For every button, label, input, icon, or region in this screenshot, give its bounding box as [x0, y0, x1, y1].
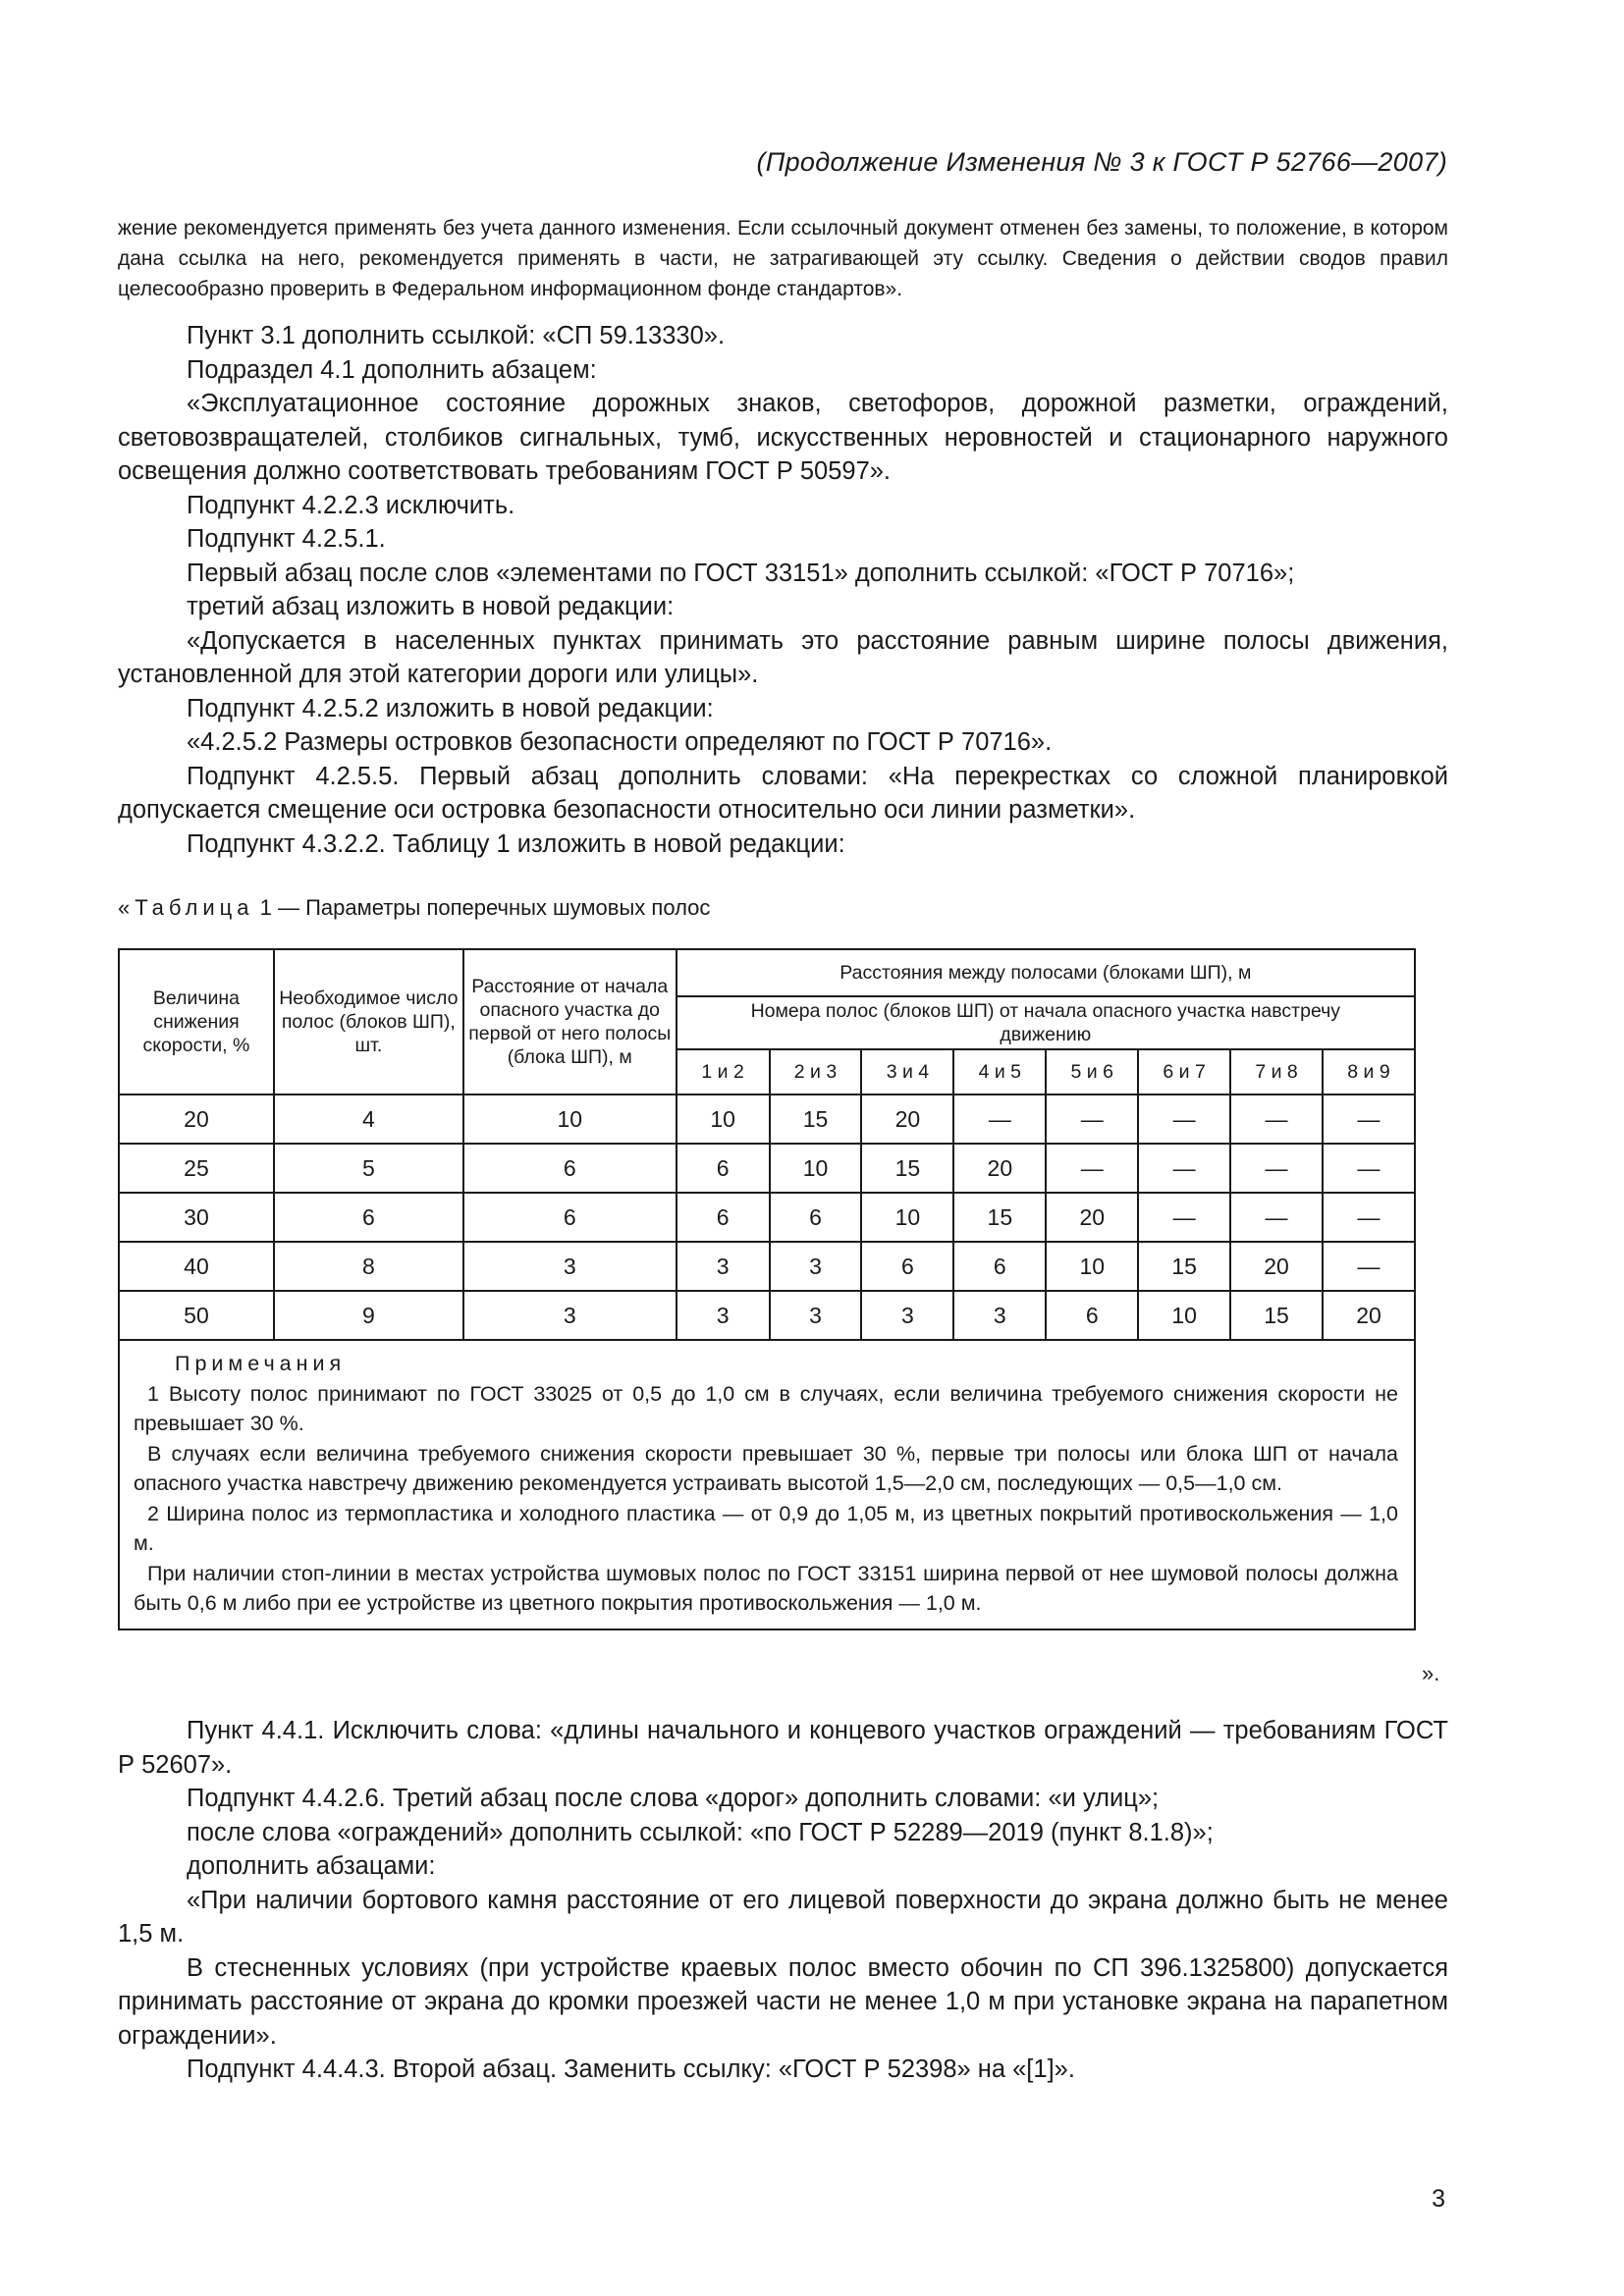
header-speed-reduction: Величина снижения скорости, %	[119, 949, 274, 1095]
note-item: В случаях если величина требуемого снижения скорости превышает 30 %, первые три полосы или блока ШП от начала опасного участка навстречу движению рекомендуется устраивать высотой 1,5—2,0 см, последующих — 0,5—1,0 см.	[134, 1441, 1398, 1495]
table-cell: 3	[770, 1242, 862, 1291]
table-cell: 3	[463, 1242, 677, 1291]
header-pair: 7 и 8	[1230, 1049, 1323, 1095]
table-cell: —	[1323, 1095, 1415, 1144]
table-row	[119, 1291, 1415, 1340]
table-caption	[118, 895, 710, 921]
table-cell: 25	[119, 1144, 274, 1193]
table-cell: —	[1323, 1242, 1415, 1291]
table-cell: 15	[1138, 1242, 1230, 1291]
table-cell: 6	[861, 1242, 953, 1291]
table-cell: —	[1230, 1193, 1323, 1242]
table-cell: 20	[1323, 1291, 1415, 1340]
table-cell: 10	[861, 1193, 953, 1242]
page-number: 3	[1432, 2185, 1445, 2213]
table-cell: 4	[274, 1095, 463, 1144]
notes-list	[134, 1379, 1398, 1619]
table-caption-prefix: «Таблица	[118, 895, 254, 920]
notes-title: Примечания	[175, 1352, 347, 1375]
table-cell: —	[1323, 1144, 1415, 1193]
table-cell: 3	[677, 1242, 770, 1291]
paragraph: третий абзац изложить в новой редакции:	[187, 593, 675, 620]
header-pair: 3 и 4	[861, 1049, 953, 1095]
header-distances-group: Расстояния между полосами (блоками ШП), м	[677, 949, 1415, 996]
table-cell: 10	[677, 1095, 770, 1144]
table-cell: 40	[119, 1242, 274, 1291]
table-cell: 50	[119, 1291, 274, 1340]
paragraph: «При наличии бортового камня расстояние от его лицевой поверхности до экрана должно быть не менее 1,5 м.	[118, 1886, 1448, 1948]
table-body	[119, 1095, 1415, 1340]
table-cell: 6	[463, 1193, 677, 1242]
running-header: (Продолжение Изменения № 3 к ГОСТ Р 52766—2007)	[756, 147, 1447, 177]
table-cell: —	[1230, 1144, 1323, 1193]
table-cell: —	[1138, 1144, 1230, 1193]
table-cell: —	[1323, 1193, 1415, 1242]
paragraph: Подпункт 4.2.5.5. Первый абзац дополнить словами: «На перекрестках со сложной планировкой допускается смещение оси островка безопасности относительно оси линии разметки».	[118, 762, 1448, 824]
table-cell: —	[1138, 1193, 1230, 1242]
table-cell: 3	[677, 1291, 770, 1340]
table-cell: —	[953, 1095, 1046, 1144]
table-cell: 3	[861, 1291, 953, 1340]
table-cell: 10	[463, 1095, 677, 1144]
table-notes	[119, 1340, 1415, 1629]
paragraph: «Эксплуатационное состояние дорожных знаков, светофоров, дорожной разметки, ограждений, световозвращателей, столбиков сигнальных, тумб, искусственных неровностей и стационарного наружного освещения должно соответствовать требованиям ГОСТ Р 50597».	[118, 390, 1448, 485]
table-cell: 6	[463, 1144, 677, 1193]
table-cell: —	[1138, 1095, 1230, 1144]
paragraph: дополнить абзацами:	[187, 1852, 436, 1880]
table-cell: 15	[953, 1193, 1046, 1242]
table-cell: 15	[1230, 1291, 1323, 1340]
table-cell: 3	[770, 1291, 862, 1340]
paragraph: Подпункт 4.3.2.2. Таблицу 1 изложить в новой редакции:	[187, 829, 845, 858]
table-cell: 20	[953, 1144, 1046, 1193]
paragraph: «4.2.5.2 Размеры островков безопасности определяют по ГОСТ Р 70716».	[187, 728, 1053, 756]
table-row	[119, 1242, 1415, 1291]
paragraph: Подпункт 4.2.5.1.	[187, 525, 386, 553]
table-cell: 8	[274, 1242, 463, 1291]
table-cell: 10	[770, 1144, 862, 1193]
paragraph: Пункт 3.1 дополнить ссылкой: «СП 59.13330».	[187, 322, 726, 349]
header-pair: 4 и 5	[953, 1049, 1046, 1095]
table-cell: 3	[463, 1291, 677, 1340]
table-caption-text: 1 — Параметры поперечных шумовых полос	[253, 895, 711, 920]
paragraph: Пункт 4.4.1. Исключить слова: «длины начального и концевого участков ограждений — требованиям ГОСТ Р 52607».	[118, 1717, 1448, 1779]
table-cell: 9	[274, 1291, 463, 1340]
table-cell: 6	[953, 1242, 1046, 1291]
table-cell: 20	[119, 1095, 274, 1144]
header-pair: 2 и 3	[770, 1049, 862, 1095]
paragraph: Подпункт 4.2.2.3 исключить.	[187, 491, 515, 519]
table-cell: 6	[1046, 1291, 1138, 1340]
table-closing-mark: ».	[1422, 1661, 1440, 1685]
table-row	[119, 1095, 1415, 1144]
paragraph: «Допускается в населенных пунктах принимать это расстояние равным ширине полосы движения, установленной для этой категории дороги или улицы».	[118, 626, 1448, 688]
table-cell: 15	[770, 1095, 862, 1144]
noise-strips-table	[118, 948, 1416, 1630]
paragraph: после слова «ограждений» дополнить ссылкой: «по ГОСТ Р 52289—2019 (пункт 8.1.8)»;	[187, 1818, 1214, 1846]
header-pair: 5 и 6	[1046, 1049, 1138, 1095]
table-cell: 10	[1138, 1291, 1230, 1340]
note-item: 1 Высоту полос принимают по ГОСТ 33025 от 0,5 до 1,0 см в случаях, если величина требуемого снижения скорости не превышает 30 %.	[134, 1381, 1398, 1435]
table-cell: 6	[770, 1193, 862, 1242]
table-cell: 20	[1046, 1193, 1138, 1242]
paragraph: Подпункт 4.4.4.3. Второй абзац. Заменить ссылку: «ГОСТ Р 52398» на «[1]».	[187, 2056, 1075, 2083]
table-cell: 5	[274, 1144, 463, 1193]
amendment-text-bottom	[118, 1714, 1448, 2087]
paragraph: Подраздел 4.1 дополнить абзацем:	[187, 355, 597, 384]
paragraph: Подпункт 4.2.5.2 изложить в новой редакции:	[187, 694, 714, 722]
table-cell: 20	[1230, 1242, 1323, 1291]
table-cell: 20	[861, 1095, 953, 1144]
header-pair: 6 и 7	[1138, 1049, 1230, 1095]
table-cell: 30	[119, 1193, 274, 1242]
table-cell: 3	[953, 1291, 1046, 1340]
note-item: При наличии стоп-линии в местах устройства шумовых полос по ГОСТ 33151 ширина первой от нее шумовой полосы должна быть 0,6 м либо при ее устройстве из цветного покрытия противоскольжения — 1,0 м.	[134, 1561, 1398, 1615]
table-row	[119, 1193, 1415, 1242]
table-cell: 15	[861, 1144, 953, 1193]
paragraph: Первый абзац после слов «элементами по ГОСТ 33151» дополнить ссылкой: «ГОСТ Р 70716»;	[187, 559, 1295, 587]
table-row	[119, 1144, 1415, 1193]
table-cell: 6	[677, 1144, 770, 1193]
paragraph: В стесненных условиях (при устройстве краевых полос вместо обочин по СП 396.1325800) допускается принимать расстояние от экрана до кромки проезжей части не менее 1,0 м при установке экрана на парапетном ограждении».	[118, 1953, 1448, 2050]
header-pair: 8 и 9	[1323, 1049, 1415, 1095]
table-cell: —	[1230, 1095, 1323, 1144]
table-cell: 10	[1046, 1242, 1138, 1291]
table-cell: 6	[274, 1193, 463, 1242]
header-strip-count: Необходимое число полос (блоков ШП), шт.	[274, 949, 463, 1095]
table-cell: —	[1046, 1095, 1138, 1144]
header-strip-numbers: Номера полос (блоков ШП) от начала опасного участка навстречу движению	[677, 996, 1415, 1049]
table-cell: —	[1046, 1144, 1138, 1193]
header-distance-first: Расстояние от начала опасного участка до первой от него полосы (блока ШП), м	[463, 949, 677, 1095]
table-cell: 6	[677, 1193, 770, 1242]
amendment-text-top	[118, 319, 1448, 861]
paragraph: Подпункт 4.4.2.6. Третий абзац после слова «дорог» дополнить словами: «и улиц»;	[187, 1785, 1160, 1812]
intro-paragraph: жение рекомендуется применять без учета данного изменения. Если ссылочный документ отменен без замены, то положение, в котором дана ссылка на него, рекомендуется применять в части, не затрагивающей эту ссылку. Сведения о действии сводов правил целесообразно проверить в Федеральном информационном фонде стандартов».	[118, 217, 1448, 300]
header-pair: 1 и 2	[677, 1049, 770, 1095]
note-item: 2 Ширина полос из термопластика и холодного пластика — от 0,9 до 1,05 м, из цветных покрытий противоскольжения — 1,0 м.	[134, 1501, 1398, 1555]
